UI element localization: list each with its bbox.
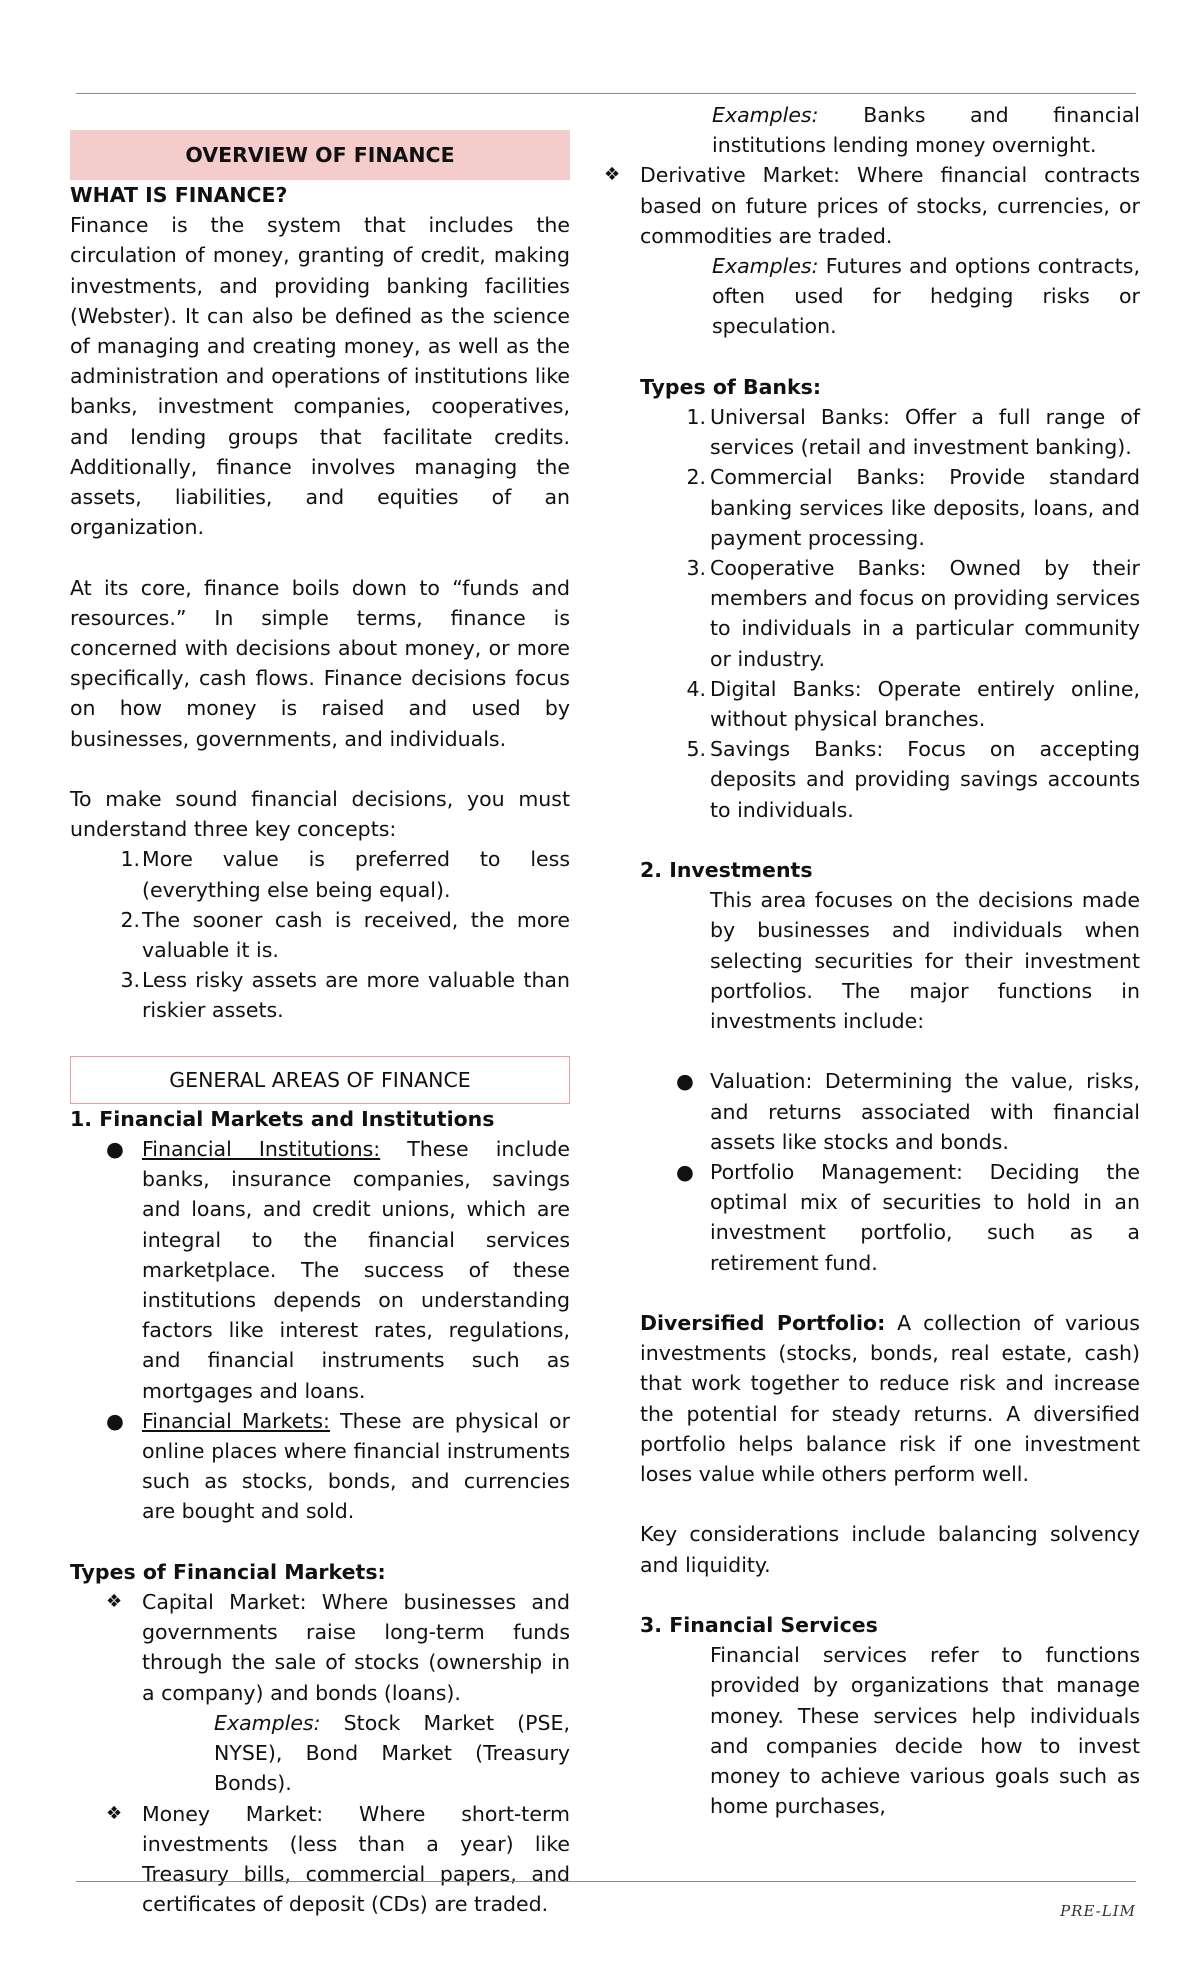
list-item: ❖ Derivative Market: Where financial contracts based on future prices of stocks, currencies, or commodities are traded.: [604, 163, 1140, 248]
financial-services-intro: Financial services refer to functions provided by organizations that manage money. These services help individuals and companies decide how to invest money to achieve various goals such as home purchases,: [710, 1643, 1140, 1819]
key-concepts-list: [70, 844, 570, 1025]
list-item: 1. More value is preferred to less (everything else being equal).: [120, 847, 570, 902]
types-of-banks-heading: Types of Banks:: [640, 374, 822, 399]
banks-list: [640, 402, 1140, 825]
investments-intro: This area focuses on the decisions made by businesses and individuals when selecting securities for their investment portfolios. The major functions in investments include:: [710, 888, 1140, 1034]
list-item: 5. Savings Banks: Focus on accepting deposits and providing savings accounts to individuals.: [686, 737, 1140, 822]
list-item: ● Valuation: Determining the value, risks, and returns associated with financial assets like stocks and bonds.: [676, 1069, 1140, 1154]
list-item: 2. The sooner cash is received, the more valuable it is.: [120, 907, 570, 963]
top-rule: [76, 93, 1136, 94]
example-note: Examples: Stock Market (PSE, NYSE), Bond Market (Treasury Bonds).: [214, 1710, 570, 1796]
core-paragraph: At its core, finance boils down to “funds and resources.” In simple terms, finance is concerned with decisions about money, or more specifically, cash flows. Finance decisions focus on how money is raised and used by businesses, governments, and individuals.: [70, 575, 570, 751]
list-item: ● Financial Institutions: These include banks, insurance companies, savings and loans, and credit unions, which are integral to the financial services marketplace. The success of these institutions depends on understanding factors like interest rates, regulations, and financial instruments such as mortgages and loans.: [106, 1137, 570, 1403]
list-item: 2. Commercial Banks: Provide standard banking services like deposits, loans, and payment processing.: [686, 465, 1140, 550]
example-note: Examples: Banks and financial institutions lending money overnight.: [712, 103, 1140, 158]
investments-list: [640, 1066, 1140, 1277]
list-item: ❖ Money Market: Where short-term investments (less than a year) like Treasury bills, commercial papers, and certificates of deposit (CDs) are traded.: [106, 1801, 570, 1917]
list-item: ❖ Capital Market: Where businesses and governments raise long-term funds through the sale of stocks (ownership in a company) and bonds (loans).: [106, 1590, 570, 1705]
list-item: 3. Cooperative Banks: Owned by their members and focus on providing services to individuals in a particular community or industry.: [686, 556, 1140, 671]
page-title: OVERVIEW OF FINANCE: [70, 130, 570, 180]
list-item: 3. Less risky assets are more valuable than riskier assets.: [120, 968, 570, 1023]
section3-heading: 3. Financial Services: [640, 1613, 878, 1638]
general-areas-heading: GENERAL AREAS OF FINANCE: [70, 1056, 570, 1104]
footer-label: PRE-LIM: [1060, 1902, 1136, 1920]
left-column: [70, 130, 570, 1919]
definition-paragraph: Finance is the system that includes the circulation of money, granting of credit, making investments, and providing banking facilities (Webster). It can also be defined as the science of managing and creating money, as well as the administration and operations of institutions like banks, investment companies, cooperatives, and lending groups that facilitate credits. Additionally, finance involves managing the assets, liabilities, and equities of an organization.: [70, 213, 570, 540]
key-considerations-paragraph: Key considerations include balancing solvency and liquidity.: [640, 1522, 1140, 1577]
key-concepts-intro: To make sound financial decisions, you must understand three key concepts:: [70, 787, 570, 842]
section1-heading: 1. Financial Markets and Institutions: [70, 1106, 495, 1131]
right-column: [604, 100, 1140, 1821]
list-item: ● Financial Markets: These are physical or online places where financial instruments such as stocks, bonds, and currencies are bought and sold.: [106, 1408, 571, 1524]
markets-list: [70, 1587, 570, 1708]
markets-list: [70, 1799, 570, 1920]
list-item: ● Portfolio Management: Deciding the optimal mix of securities to hold in an investment portfolio, such as a retirement fund.: [676, 1160, 1140, 1275]
institutions-list: [70, 1134, 570, 1527]
markets-list: [568, 160, 1140, 251]
list-item: 4. Digital Banks: Operate entirely online, without physical branches.: [686, 676, 1140, 732]
bottom-rule: [76, 1881, 1136, 1882]
example-note: Examples: Futures and options contracts, often used for hedging risks or speculation.: [712, 254, 1140, 339]
what-is-finance-heading: WHAT IS FINANCE?: [70, 183, 288, 207]
types-of-markets-heading: Types of Financial Markets:: [70, 1559, 386, 1584]
diversified-portfolio-paragraph: Diversified Portfolio: A collection of various investments (stocks, bonds, real estate, cash) that work together to reduce risk and increase the potential for steady returns. A diversified portfolio helps balance risk if one investment loses value while others perform well.: [640, 1311, 1140, 1487]
list-item: 1. Universal Banks: Offer a full range of services (retail and investment banking).: [686, 405, 1140, 460]
section2-heading: 2. Investments: [640, 858, 813, 883]
